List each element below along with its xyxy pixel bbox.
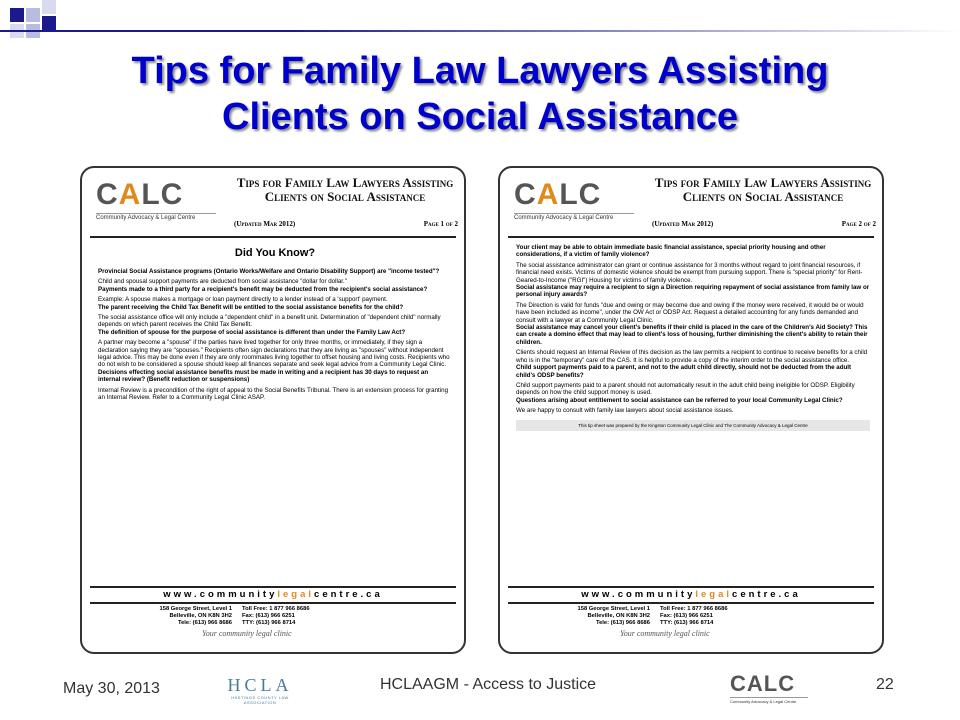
website-link[interactable]: www.communitylegalcentre.ca [90,586,456,604]
phone-numbers: Toll Free: 1 877 966 8686 Fax: (613) 966 6251 TTY: (613) 966 8714 [242,606,310,626]
doc-body [516,244,870,431]
tagline: Your community legal clinic [202,629,292,638]
title-line-1: Tips for Family Law Lawyers Assisting [131,50,829,92]
address: 158 George Street, Level 1 Belleville, ON K8N 3H2 Tele: (613) 966 8686 [577,606,650,626]
tip-item: The parent receiving the Child Tax Benefit will be entitled to the social assistance benefits for the child? The social assistance office will only include a "dependent child" in a benefit unit. Determination of "dependent child" normally depends on which parent receives the Child Tax Benefit. [98,303,441,329]
tip-sheet-page-2 [498,166,884,654]
slide-title [60,48,900,140]
decor-square [42,0,56,14]
divider [90,236,456,238]
decor-square [42,16,56,30]
phone-numbers: Toll Free: 1 877 966 8686 Fax: (613) 966 6251 TTY: (613) 966 8714 [660,606,728,626]
logo-subtitle: Community Advocacy & Legal Centre [96,213,216,221]
doc-title: Tips for Family Law Lawyers Assisting Clients on Social Assistance [654,175,872,204]
tip-item: Decisions effecting social assistance benefits must be made in writing and a recipient has 30 days to request an internal review? (Benefit reduction or suspensions) Internal Review is a precondition of the right of appeal to the Social Benefits Tribunal. There is an extension process for granting an Internal Review. Refer to a Community Legal Clinic ASAP. [98,368,449,402]
footer-center-text: HCLAAGM - Access to Justice [380,676,597,693]
title-line-2: Clients on Social Assistance [222,96,738,138]
tip-item: Questions arising about entitlement to social assistance can be referred to your local Community Legal Clinic? We are happy to consult with family law lawyers about social assistance issues. [516,396,843,415]
doc-page: Page 2 of 2 [841,220,876,228]
doc-footer [500,586,882,652]
doc-footer [82,586,464,652]
footer-date: May 30, 2013 [63,680,160,697]
hcla-logo: HCLA HASTINGS COUNTY LAW ASSOCIATION [227,675,293,705]
calc-footer-logo: CALC Community Advocacy & Legal Centre [730,672,810,704]
doc-header [82,168,464,240]
logo-letter: C [96,178,119,211]
doc-updated: (Updated Mar 2012) [652,220,714,228]
decor-line [0,30,960,32]
doc-title: Tips for Family Law Lawyers Assisting Clients on Social Assistance [236,175,454,204]
doc-header [500,168,882,240]
website-link[interactable]: www.communitylegalcentre.ca [508,586,874,604]
tip-sheet-page-1 [80,166,466,654]
address: 158 George Street, Level 1 Belleville, ON K8N 3H2 Tele: (613) 966 8686 [159,606,232,626]
doc-updated: (Updated Mar 2012) [234,220,296,228]
logo-letter-a: A [118,178,142,211]
doc-meta [652,220,876,228]
tip-item: Your client may be able to obtain immediate basic financial assistance, special priority housing and other considerations, if a victim of family violence? The social assistance administrator can grant or continue assistance for 3 months without regard to joint financial resources, if financial need exists. Victims of domestic violence should be exempt from pursuing support. There is "special priority" for Rent-Geared-to-Income ("RGI") Housing for victims of family violence. [516,244,863,284]
did-you-know-heading: Did You Know? [234,247,316,259]
tip-item: Social assistance may require a recipient to sign a Direction requiring repayment of social assistance from family law or personal injury awards? The Direction is valid for funds "due and owing or may become due and owing if the money were received, it would be or would have been included as income", under the OW Act or ODSP Act. Request a detailed accounting for any funds demanded and consult with a lawyer at a Community Legal Clinic. [516,284,870,324]
logo-subtitle: Community Advocacy & Legal Centre [514,213,634,221]
decor-square [10,8,24,22]
doc-page: Page 1 of 2 [423,220,458,228]
page-number: 22 [876,676,894,693]
prepared-by-note: This tip sheet was prepared by the Kingston Community Legal Clinic and The Community Advocacy & Legal Centre [516,420,870,431]
doc-body [98,244,452,402]
tip-item: Social assistance may cancel your client's benefits if their child is placed in the care of the Children's Aid Society? This can create a domino effect that may lead to client's loss of housing, further diminishing the client's ability to retain their children. Clients should request an Internal Review of this decision as the law permits a recipient to continue to receive benefits for a child who is in the "temporary" care of the CAS. It is helpful to provide a copy of the interim order to the social assistance office. [516,324,868,364]
divider [508,236,874,238]
calc-logo [96,178,236,221]
tagline: Your community legal clinic [620,629,710,638]
logo-letters: LC [141,178,184,211]
decor-square [26,8,40,22]
tip-item: Payments made to a third party for a recipient's benefit may be deducted from the recipient's social assistance? Example: A spouse makes a mortgage or loan payment directly to a lender instead of a 'support' payment. [98,285,428,304]
tip-item: The definition of spouse for the purpose of social assistance is different than under the Family Law Act? A partner may become a "spouse" if the parties have lived together for only three months, or immediately, if they sign a declaration saying they are "spouses." Recipients often sign declarations that they are living as "spouses" without independent legal advice. This may be done even if they are only roommates living together to offset housing and living costs. Recipients who do not wish to be considered a spouse should keep all finances separate and seek legal advice from a Community Legal Clinic. [98,328,450,369]
tip-item: Provincial Social Assistance programs (Ontario Works/Welfare and Ontario Disability Support) are "income tested"? Child and spousal support payments are deducted from social assistance "dollar for dollar." [98,268,440,286]
calc-logo: CALC Community Advocacy & Legal Centre [514,178,654,221]
doc-meta [234,220,458,228]
tip-item: Child support payments paid to a parent, and not to the adult child directly, should not be deducted from the adult child's ODSP benefits? Child support payments paid to a parent should not automatically result in the adult child being ineligible for ODSP. Eligibility depends on how the child support money is used. [516,364,855,397]
